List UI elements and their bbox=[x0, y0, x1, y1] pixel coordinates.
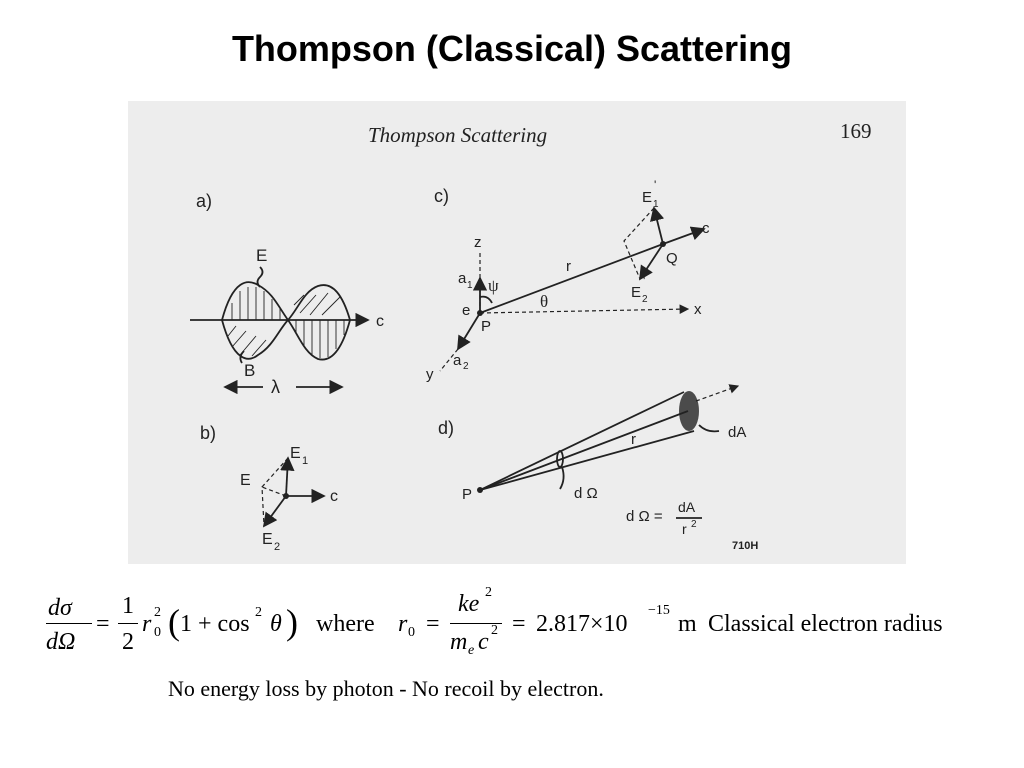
eq-exponent: −15 bbox=[648, 603, 670, 618]
eq-frac-den-c: c bbox=[478, 629, 489, 655]
panel-c-Q: Q bbox=[666, 250, 678, 267]
panel-c bbox=[426, 178, 710, 383]
eq-r0: r bbox=[398, 611, 408, 637]
panel-b-E1: E bbox=[290, 445, 301, 462]
panel-c-E1p-sub: 1 bbox=[653, 199, 659, 210]
eq-equals-2: = bbox=[426, 611, 440, 637]
panel-a-E: E bbox=[256, 246, 268, 265]
eq-half-den: 2 bbox=[122, 629, 134, 655]
area-dA bbox=[679, 391, 699, 431]
eq-cos-sup: 2 bbox=[255, 605, 262, 620]
eq-half-num: 1 bbox=[122, 593, 134, 619]
eq-equals-3: = bbox=[512, 611, 526, 637]
eq-r: r bbox=[142, 611, 152, 637]
electron-dot bbox=[477, 310, 483, 316]
panel-a-c: c bbox=[376, 313, 384, 330]
caption: No energy loss by photon - No recoil by electron. bbox=[168, 676, 604, 701]
eq-frac-den-m: m bbox=[450, 629, 468, 655]
panel-c-E1p: E bbox=[642, 189, 653, 206]
eq-frac-num-sup: 2 bbox=[485, 585, 492, 600]
panel-c-y: y bbox=[426, 366, 434, 383]
eq-one-plus-cos: 1 + cos bbox=[180, 611, 250, 637]
panel-b-E: E bbox=[240, 472, 251, 489]
cone-bottom-edge bbox=[480, 431, 694, 490]
eq-frac-den-sup: 2 bbox=[491, 623, 498, 638]
scanned-figure bbox=[128, 101, 906, 564]
eq-r0-sub: 0 bbox=[408, 625, 415, 640]
scattering-equation bbox=[0, 580, 1024, 660]
eq-where: where bbox=[316, 611, 375, 637]
psi-arc bbox=[480, 297, 492, 303]
eq-frac-den-sub: e bbox=[468, 643, 475, 658]
e-parallelogram bbox=[262, 458, 288, 526]
panel-b-E1-sub: 1 bbox=[302, 455, 309, 467]
figure-code: 710H bbox=[732, 540, 759, 552]
eq-value: 2.817×10 bbox=[536, 611, 628, 637]
panel-a bbox=[190, 191, 384, 397]
panel-c-c: c bbox=[702, 220, 710, 237]
cone-top-edge bbox=[480, 392, 684, 490]
panel-d-rel-num: dA bbox=[678, 499, 696, 515]
panel-a-B: B bbox=[244, 361, 256, 380]
panel-d-P: P bbox=[462, 486, 473, 503]
panel-c-psi: ψ bbox=[488, 276, 499, 295]
panel-c-E1p-sup: ' bbox=[654, 178, 657, 192]
panel-c-a1-sub: 1 bbox=[467, 280, 473, 291]
panel-c-E2p-sup: ' bbox=[643, 274, 646, 288]
panel-a-lambda: λ bbox=[271, 377, 280, 397]
eq-equals-1: = bbox=[96, 611, 110, 637]
page-number: 169 bbox=[840, 119, 872, 143]
e-pointer bbox=[258, 267, 263, 287]
dA-pointer bbox=[699, 425, 719, 431]
panel-c-r: r bbox=[566, 258, 571, 275]
eq-unit: m bbox=[678, 611, 697, 637]
b-field-wave bbox=[222, 285, 350, 359]
panel-c-label: c) bbox=[434, 186, 449, 206]
panel-b-E2-sub: 2 bbox=[274, 541, 281, 553]
e1-prime-arrow bbox=[654, 208, 663, 244]
cone-arrow bbox=[696, 386, 738, 401]
panel-a-label: a) bbox=[196, 191, 213, 211]
panel-b-c: c bbox=[330, 488, 338, 505]
origin-dot bbox=[283, 493, 289, 499]
e-prime-parallelogram bbox=[624, 208, 654, 279]
eq-r-sup: 2 bbox=[154, 605, 161, 620]
panel-c-x: x bbox=[694, 301, 702, 318]
eq-lhs-bar bbox=[46, 623, 92, 624]
panel-c-z: z bbox=[474, 234, 482, 251]
panel-d-r: r bbox=[631, 431, 636, 448]
eq-paren-close: ) bbox=[286, 602, 298, 642]
panel-d-rel-den-sup: 2 bbox=[691, 519, 697, 530]
panel-c-E2p-sub: 2 bbox=[642, 294, 648, 305]
panel-d-rel-lhs: d Ω = bbox=[626, 508, 663, 525]
slide-title: Thompson (Classical) Scattering bbox=[231, 28, 793, 69]
eq-theta: θ bbox=[270, 611, 282, 637]
panel-c-theta: θ bbox=[540, 292, 549, 311]
eq-lhs-num: dσ bbox=[48, 595, 72, 621]
panel-d bbox=[438, 386, 758, 552]
cone-center-line bbox=[480, 411, 688, 490]
panel-b-E2: E bbox=[262, 531, 273, 548]
panel-c-E2p: E bbox=[631, 284, 642, 301]
panel-c-a2: a bbox=[453, 352, 462, 369]
panel-d-dA: dA bbox=[728, 424, 747, 441]
page-header: Thompson Scattering bbox=[368, 123, 548, 147]
eq-lhs-den: dΩ bbox=[46, 629, 76, 655]
e1-arrow bbox=[286, 458, 288, 496]
panel-d-rel-den: r bbox=[682, 521, 687, 537]
panel-c-e: e bbox=[462, 302, 471, 319]
r-line bbox=[480, 244, 663, 313]
panel-b bbox=[200, 423, 338, 553]
eq-frac-num: ke bbox=[458, 591, 480, 617]
panel-c-a2-sub: 2 bbox=[463, 361, 469, 372]
eq-paren-open: ( bbox=[168, 602, 180, 642]
eq-half-bar bbox=[118, 623, 138, 624]
panel-d-dOmega: d Ω bbox=[574, 485, 598, 502]
c-direction-arrow bbox=[663, 229, 704, 244]
panel-c-P: P bbox=[481, 318, 492, 335]
panel-b-label: b) bbox=[200, 423, 217, 443]
dOmega-pointer bbox=[560, 467, 564, 489]
figure-drawing bbox=[128, 101, 906, 564]
panel-d-label: d) bbox=[438, 418, 455, 438]
eq-r-sub: 0 bbox=[154, 625, 161, 640]
e2-arrow bbox=[264, 496, 286, 526]
x-axis bbox=[480, 309, 688, 313]
e-resultant bbox=[262, 487, 286, 496]
eq-description: Classical electron radius bbox=[708, 611, 943, 637]
panel-c-a1: a bbox=[458, 270, 467, 287]
